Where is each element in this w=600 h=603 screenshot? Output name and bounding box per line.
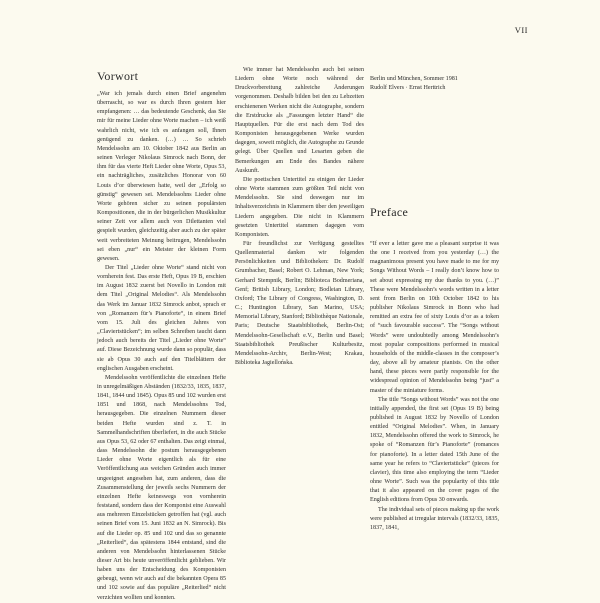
vorwort-paragraph: Der Titel „Lieder ohne Worte“ stand nicht von vornherein fest. Das erste Heft, Opus 19 B, erschien im August 1832 zuerst bei Novello in London mit dem Titel „Original Melodies“. Als Mendelssohn das Werk im Januar 1832 Simrock anbot, sprach er von „Romanzen für’s Pianoforte“, in einem Brief vom 15. Juli des gleichen Jahres von „Claviertstücken“; im selben Schreiben taucht dann jedoch auch bereits der Titel „Lieder ohne Worte“ auf. Diese Bezeichnung wurde dann so populär, dass sie ab Opus 30 auch auf den Titelblättern der englischen Ausgaben erscheint. (97, 264, 226, 372)
vorwort-paragraph: Die poetischen Untertitel zu einigen der Lieder ohne Worte stammen zum größten Teil nicht von Mendelssohn. Sie sind deswegen nur im Inhaltsverzeichnis in Klammern über den jeweiligen Liedern angegeben. Die nicht in Klammern gesetzten Untertitel stammen dagegen vom Komponisten. (235, 176, 364, 238)
signoff-authors: Rudolf Elvers · Ernst Herttrich (370, 85, 446, 92)
preface-paragraph: “If ever a letter gave me a pleasant surprise it was the one I received from you yesterday (…) the magnanimous present you have made to me for my Songs Without Words – I really don’t know how to set about expressing my due thanks to you. (…)” These were Mendelssohn’s words written in a letter sent from Berlin on 10th October 1842 to his publisher Nikolaus Simrock in Bonn who had remitted an extra fee of sixty Louis d’or as a token of “such favourable success”. The “Songs without Words” were undoubtedly among Mendelssohn’s most popular compositions performed in musical households of the middle-classes in the composer’s day, above all by amateur pianists. On the other hand, these pieces were partly responsible for the widespread opinion of Mendelssohn being “just” a master of the miniature forms. (370, 241, 499, 394)
vorwort-paragraph: Wie immer hat Mendelssohn auch bei seinen Liedern ohne Worte noch während der Druckvorbereitung zahlreiche Änderungen vorgenommen. Deshalb bilden bei den zu Lebzeiten erschienenen Werken nicht die Autographe, sondern die Erstdrucke als „Fassungen letzter Hand“ die Hauptquellen. Für die erst nach dem Tod des Komponisten herausgegebenen Werke wurden dagegen, soweit möglich, die Autographe zu Grunde gelegt. Über Quellen und Lesarten geben die Bemerkungen am Ende des Bandes nähere Auskunft. (235, 67, 364, 174)
vorwort-column-1 (97, 90, 226, 603)
page-number: VII (514, 25, 528, 35)
vorwort-paragraph: Für freundlichst zur Verfügung gestelltes Quellenmaterial danken wir folgenden Persönlichkeiten und Bibliotheken: Dr. Rudolf Grumbacher, Basel; Robert O. Lehman, New York; Gerhard Stempnik, Berlin; Biblioteca Bodmeriana, Genf; British Library, London; Bodleian Library, Oxford; The Library of Congress, Washington, D. C.; Huntington Library, San Marino, USA; Memorial Library, Stanford; Bibliothèque Nationale, Paris; Deutsche Staatsbibliothek, Berlin-Ost; Mendelssohn-Gesellschaft e.V., Berlin und Basel; Staatsbibliothek Preußischer Kulturbesitz, Mendelssohn-Archiv, Berlin-West; Krakau, Biblioteka Jagiellońska. (235, 240, 364, 366)
vorwort-column-2 (235, 66, 364, 368)
preface-paragraph: The individual sets of pieces making up the work were published at irregular intervals (1832/33, 1835, 1837, 1841, (370, 506, 499, 531)
preface-heading: Preface (370, 205, 409, 219)
vorwort-heading: Vorwort (97, 69, 139, 83)
vorwort-paragraph: „War ich jemals durch einen Brief angenehm überrascht, so war es durch Ihren gestern hier empfangenen: … das bedeutende Geschenk, das Sie mir für meine Lieder ohne Worte machen – ich weiß wahrlich nicht, wie ich es anfangen soll, Ihnen genügend zu danken. (…) … So schrieb Mendelssohn am 10. Oktober 1842 aus Berlin an seinen Verleger Nikolaus Simrock nach Bonn, der ihm für das vierte Heft Lieder ohne Worte, Opus 53, ein nachträgliches, zusätzliches Honorar von 60 Louis d’or überwiesen hatte, weil der „Erfolg so günstig“ gewesen sei. Mendelssohns Lieder ohne Worte gehören sicher zu seinen populärsten Kompositionen, die in der bürgerlichen Musikkultur seiner Zeit vor allem auch von Dilettanten viel gespielt wurden, gleichzeitig aber auch zu der später weit verbreiteten Meinung beitrugen, Mendelssohn sei eben „nur“ ein Meister der kleinen Form gewesen. (97, 91, 226, 262)
column-3 (370, 66, 499, 93)
preface-paragraph: The title “Songs without Words” was not the one initially appended, the first set (Opus 19 B) being published in August 1832 by Novello of London entitled “Original Melodies”. When, in January 1832, Mendelssohn offered the work to Simrock, he spoke of “Romanzen für’s Pianoforte” (romances for pianoforte). In a letter dated 15th June of the same year he refers to “Claviertstücke” (pieces for clavier), this time also employing the term “Lieder ohne Worte”. Such was the popularity of this title that it also appeared on the cover pages of the English editions from Opus 30 onwards. (370, 396, 499, 504)
signoff-place-date: Berlin und München, Sommer 1981 (370, 76, 458, 82)
preface-column (370, 240, 499, 533)
vorwort-paragraph: Mendelssohn veröffentlichte die einzelnen Hefte in unregelmäßigen Abständen (1832/33, 1835, 1837, 1841, 1844 und 1845). Opus 85 und 102 wurden erst 1851 und 1868, nach Mendelssohns Tod, herausgegeben. Die einzelnen Nummern dieser beiden Hefte wurden sind z. T. in Sammelhandschriften überliefert, in die auch Stücke aus Opus 53, 62 oder 67 enthalten. Das zeigt einmal, dass Mendelssohn die postum herausgegebenen Lieder ohne Worte eigentlich als für eine Veröffentlichung aus weichen Gründen auch immer ungeeignet angesehen hat, zum anderen, dass die Zusammenstellung der jeweils sechs Nummern der einzelnen Hefte keineswegs von vornherein feststand, sondern dass der Komponist eine Auswahl aus mehreren Einzelstücken getroffen hat (vgl. auch seinen Brief vom 15. Juni 1832 an N. Simrock). Bis auf die Lieder op. 85 und 102 und das so genannte „Reiterlied“, das spätestens 1844 entstand, sind die anderen von Mendelssohn hinterlassenen Stücke dieser Art bis heute unveröffentlicht geblieben. Wir haben uns der Entscheidung des Komponisten gebeugt, wenn wir auch auf die bekannten Opera 85 und 102 sowie auf das populäre „Reiterlied“ nicht verzichten wollten und konnten. (97, 374, 226, 601)
